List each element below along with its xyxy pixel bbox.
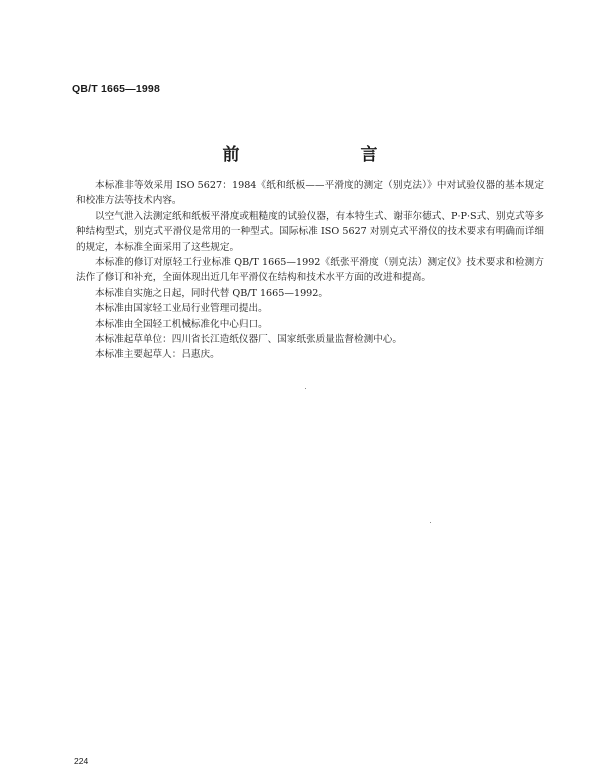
scan-speck [430,522,431,523]
paragraph-revision: 本标准的修订对原轻工行业标准 QB/T 1665—1992《纸张平滑度（别克法）测定仪》技术要求和检测方法作了修订和补充，全面体现出近几年平滑仪在结构和技术水平方面的改进和提高。 [76,257,544,284]
paragraph-iso-reference: 本标准非等效采用 ISO 5627：1984《纸和纸板——平滑度的测定（别克法）》中对试验仪器的基本规定和校准方法等技术内容。 [76,180,544,207]
foreword-body [76,178,544,363]
paragraph-drafters: 本标准主要起草人：吕惠庆。 [95,349,220,361]
paragraph-centralized-by: 本标准由全国轻工机械标准化中心归口。 [95,318,268,330]
paragraph-replacement: 本标准自实施之日起，同时代替 QB/T 1665—1992。 [95,287,328,299]
paragraph-drafting-units: 本标准起草单位：四川省长江造纸仪器厂、国家纸张质量监督检测中心。 [95,334,402,346]
standard-code: QB/T 1665—1998 [72,83,161,95]
page-title: 前 言 [222,145,430,165]
paragraph-proposer: 本标准由国家轻工业局行业管理司提出。 [95,303,268,315]
page-number: 224 [74,756,89,766]
paragraph-instrument-types: 以空气泄入法测定纸和纸板平滑度或粗糙度的试验仪器，有本特生式、谢菲尔德式、P·P·S式、别克式等多种结构型式，别克式平滑仪是常用的一种型式。国际标准 ISO 5627 对别克式平滑仪的技术要求有明确而详细的规定，本标准全面采用了这些规定。 [76,210,544,253]
scan-speck [305,388,306,389]
